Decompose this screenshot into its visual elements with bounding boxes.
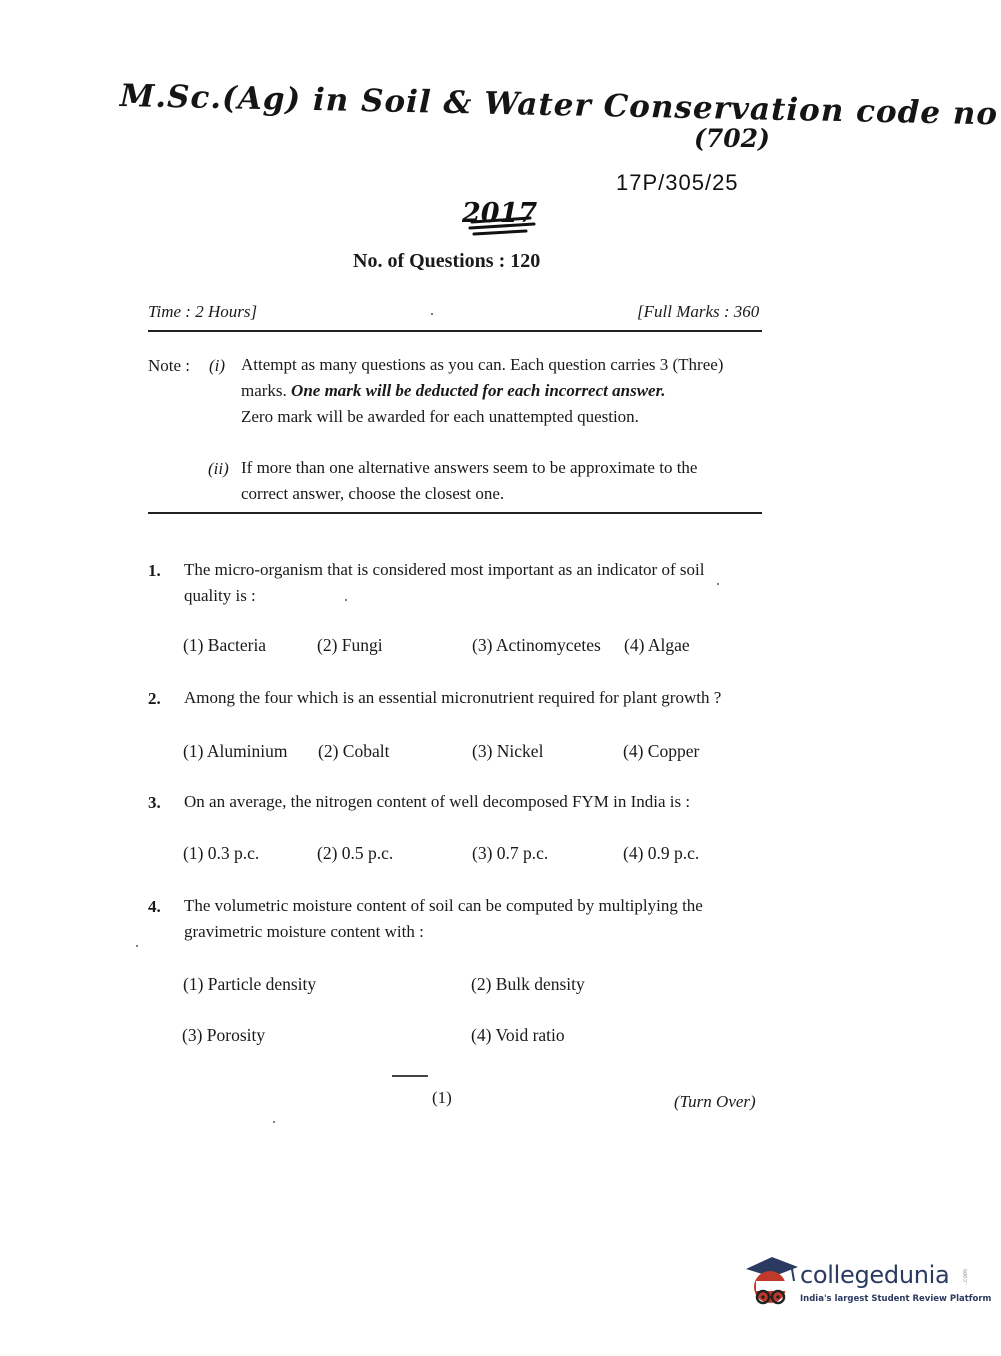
time-label: Time : 2 Hours] <box>148 302 258 321</box>
question-1-option-2: (2) Fungi <box>317 635 383 655</box>
footer-dash <box>392 1075 428 1077</box>
full-marks-label: [Full Marks : 360 <box>637 302 760 321</box>
question-3-text: On an average, the nitrogen content of well decomposed FYM in India is : <box>184 792 691 811</box>
number-of-questions: No. of Questions : 120 <box>353 250 541 272</box>
question-4-option-4: (4) Void ratio <box>471 1025 565 1045</box>
mascot-logo-icon <box>744 1253 798 1313</box>
question-2-option-3: (3) Nickel <box>472 741 544 761</box>
question-2-text: Among the four which is an essential micronutrient required for plant growth ? <box>184 688 722 707</box>
header-divider <box>148 330 762 332</box>
question-2-option-4: (4) Copper <box>623 741 700 761</box>
question-2-number: 2. <box>148 689 161 708</box>
question-1-option-4: (4) Algae <box>624 635 690 655</box>
turn-over-label: (Turn Over) <box>674 1092 756 1111</box>
question-3-option-4: (4) 0.9 p.c. <box>623 843 700 863</box>
question-3-option-2: (2) 0.5 p.c. <box>317 843 394 863</box>
note-i-number: (i) <box>209 356 226 375</box>
scan-speck <box>431 313 433 315</box>
paper-code: 17P/305/25 <box>616 170 739 195</box>
question-2-option-2: (2) Cobalt <box>318 741 390 761</box>
note-ii-line-1: If more than one alternative answers seem to be approximate to the <box>241 458 698 477</box>
question-3-option-1: (1) 0.3 p.c. <box>183 843 260 863</box>
question-3-option-3: (3) 0.7 p.c. <box>472 843 549 863</box>
handwritten-year: 2017 <box>462 198 538 229</box>
note-ii-line-2: correct answer, choose the closest one. <box>241 484 505 503</box>
note-label: Note : <box>148 356 191 375</box>
note-ii-text <box>241 455 761 507</box>
scan-speck <box>345 599 347 601</box>
question-2-option-1: (1) Aluminium <box>183 741 288 761</box>
question-1-option-1: (1) Bacteria <box>183 635 267 655</box>
question-4-text: The volumetric moisture content of soil can be computed by multiplying the gravimetric moisture content with : <box>184 896 703 941</box>
question-3-number: 3. <box>148 793 161 812</box>
question-1-number: 1. <box>148 561 161 580</box>
note-i-line-3: Zero mark will be awarded for each unattempted question. <box>241 407 639 426</box>
scan-speck <box>273 1121 275 1123</box>
note-ii-number: (ii) <box>208 459 229 478</box>
brand-name: collegedunia <box>800 1261 950 1289</box>
note-i-line-1: Attempt as many questions as you can. Each question carries 3 (Three) <box>241 355 724 374</box>
scan-speck <box>136 945 138 947</box>
note-i-text <box>241 352 761 430</box>
question-4-option-2: (2) Bulk density <box>471 974 585 994</box>
question-1-text: The micro-organism that is considered most important as an indicator of soil quality is : <box>184 560 705 605</box>
question-1-option-3: (3) Actinomycetes <box>472 635 601 655</box>
brand-watermark <box>744 1253 992 1315</box>
handwritten-code: (702) <box>694 124 770 153</box>
question-4-option-1: (1) Particle density <box>183 974 317 994</box>
year-underline-scribble <box>468 212 538 242</box>
page-number: (1) <box>432 1088 452 1107</box>
note-i-line-2: marks. One mark will be deducted for each incorrect answer. <box>241 381 666 400</box>
brand-dot-com: .com <box>961 1269 969 1284</box>
note-divider <box>148 512 762 514</box>
scan-speck <box>717 583 719 585</box>
question-4-option-3: (3) Porosity <box>182 1025 266 1045</box>
handwritten-title: M.Sc.(Ag) in Soil & Water Conservation code no <box>119 78 999 133</box>
brand-tagline: India's largest Student Review Platform <box>800 1294 992 1304</box>
question-4-number: 4. <box>148 897 161 916</box>
